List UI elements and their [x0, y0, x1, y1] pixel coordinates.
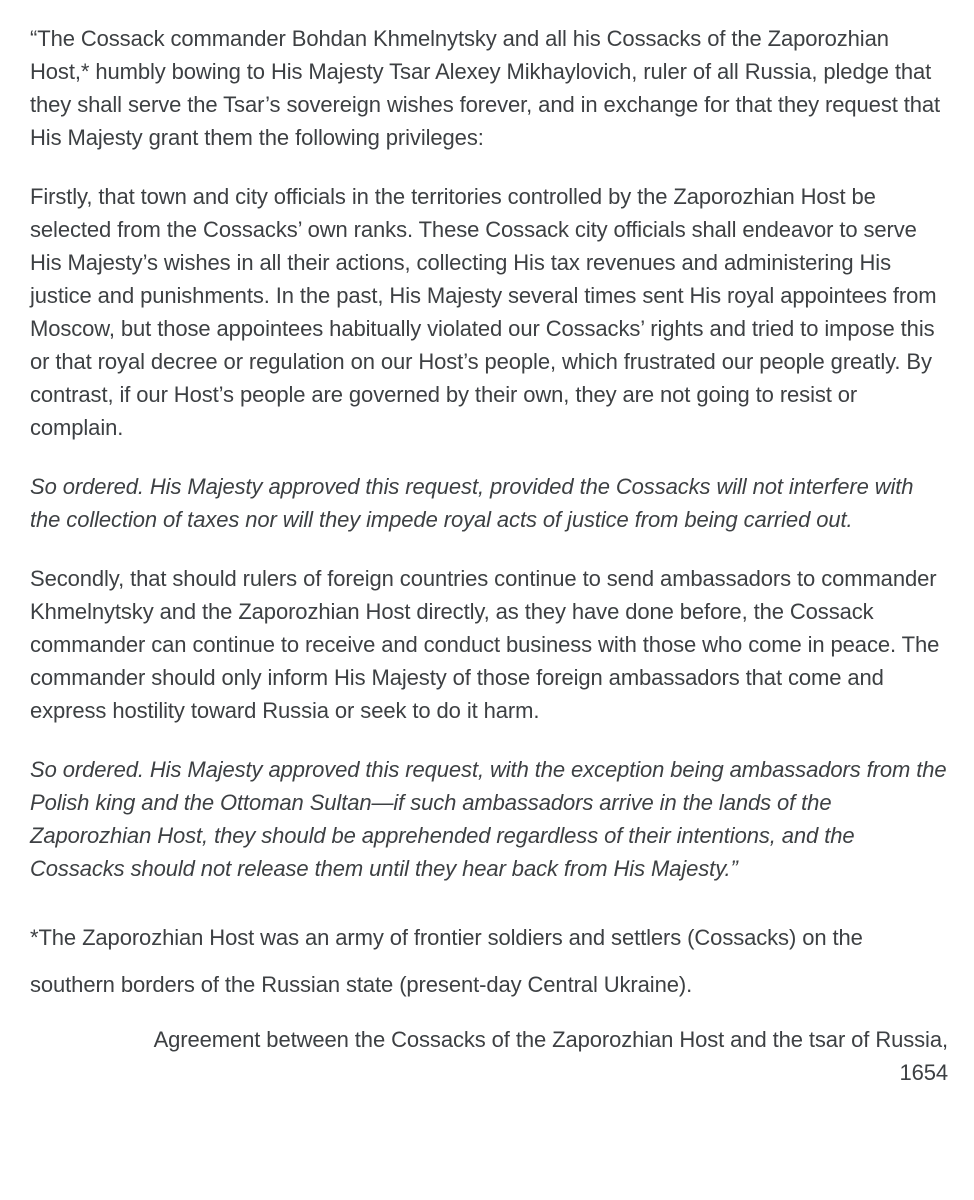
paragraph-opening-pledge: “The Cossack commander Bohdan Khmelnytsky and all his Cossacks of the Zaporozhian Host,* humbly bowing to His Majesty Tsar Alexey Mikhaylovich, ruler of all Russia, pledge that they shall serve the Tsar’s sovereign wishes forever, and in exchange for that they request that His Majesty grant them the following privileges: [30, 26, 941, 150]
source-attribution [30, 1023, 948, 1089]
footnote-line-2: southern borders of the Russian state (present-day Central Ukraine). [30, 972, 693, 997]
paragraph-tsar-ruling-2: So ordered. His Majesty approved this request, with the exception being ambassadors from the Polish king and the Ottoman Sultan—if such ambassadors arrive in the lands of the Zaporozhian Host, they should be apprehended regardless of their intentions, and the Cossacks should not release them until they hear back from His Majesty.” [30, 757, 947, 881]
paragraph-tsar-ruling-1: So ordered. His Majesty approved this request, provided the Cossacks will not interfere with the collection of taxes nor will they impede royal acts of justice from being carried out. [30, 474, 914, 532]
footnote-line-1: *The Zaporozhian Host was an army of frontier soldiers and settlers (Cossacks) on the [30, 925, 863, 950]
attribution-title: Agreement between the Cossacks of the Zaporozhian Host and the tsar of Russia, [153, 1027, 948, 1052]
paragraph-secondly-request: Secondly, that should rulers of foreign countries continue to send ambassadors to commander Khmelnytsky and the Zaporozhian Host directly, as they have done before, the Cossack commander can continue to receive and conduct business with those who come in peace. The commander should only inform His Majesty of those foreign ambassadors that come and express hostility toward Russia or seek to do it harm. [30, 566, 940, 723]
paragraph-firstly-request: Firstly, that town and city officials in the territories controlled by the Zaporozhian Host be selected from the Cossacks’ own ranks. These Cossack city officials shall endeavor to serve His Majesty’s wishes in all their actions, collecting His tax revenues and administering His justice and punishments. In the past, His Majesty several times sent His royal appointees from Moscow, but those appointees habitually violated our Cossacks’ rights and tried to impose this or that royal decree or regulation on our Host’s people, which frustrated our people greatly. By contrast, if our Host’s people are governed by their own, they are not going to resist or complain. [30, 184, 937, 440]
attribution-year: 1654 [899, 1060, 948, 1085]
